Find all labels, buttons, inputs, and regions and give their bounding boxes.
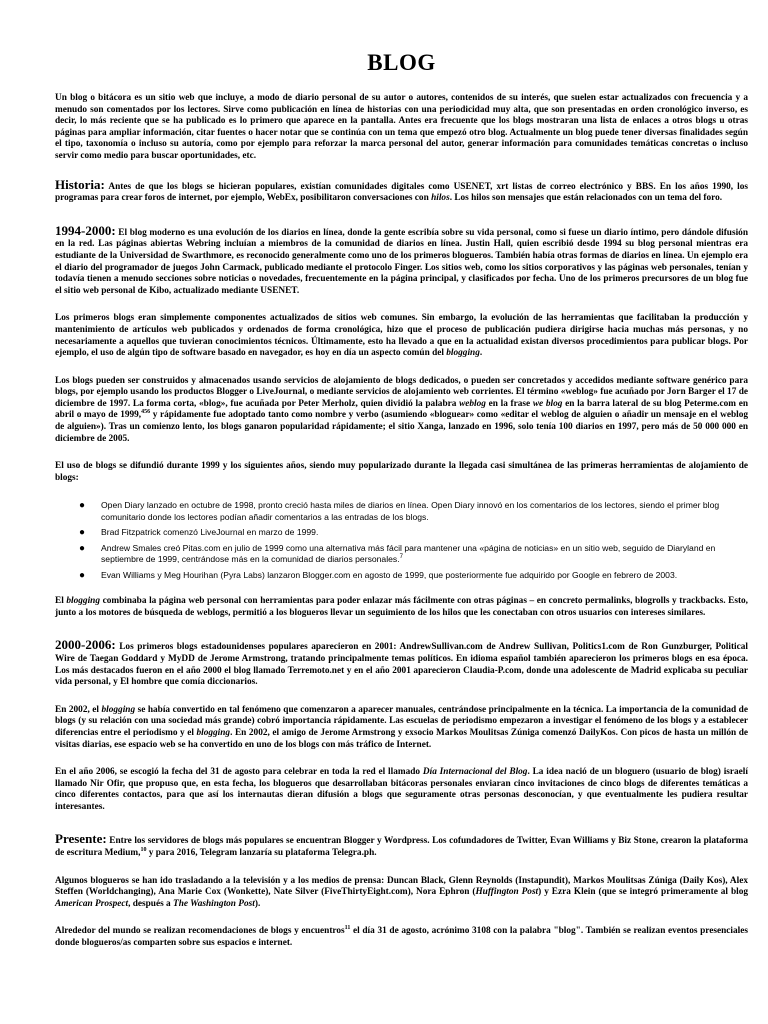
list-item [79, 543, 748, 565]
s1994-p5-text-b: combinaba la página web personal con herramientas para poder enlazar más fácilmente con otras páginas – en concreto permalinks, blogrolls y trackbacks. Esto, junto a los motores de búsqueda de weblogs, permitió a los blogueros llevar un seguimiento de los hilos que les conectaban con otros usuarios con intereses similares. [55, 596, 749, 618]
presente-p3-text-b: el día 31 de agosto, acrónimo 3108 con la palabra "blog". También se realizan eventos presenciales donde blogueros/as comparten sobre sus espacios e internet. [55, 926, 748, 949]
s1994-p3-text-d: y rápidamente fue adoptado tanto como nombre y verbo (asumiendo «bloguear» como «editar el weblog de alguien o añadir un mensaje en el weblog de alguien»). Tras un comienzo lento, los blogs ganaron popularidad rápidamente; el sitio Xanga, lanzado en 1996, solo tenía 100 diarios en 1997, pero más de 50 000 000 en diciembre de 2005. [55, 410, 748, 444]
s2000-p2-text-a: En 2002, el [55, 704, 102, 715]
s2000-p2-text-c: . En 2002, el amigo de Jerome Armstrong y exsocio Markos Moulitsas Zúniga comenzó DailyKos. Con picos de hasta un millón de visitas diarias, ese espacio web se ha convertido en uno de los blogs con más tráfico de Internet. [55, 727, 748, 750]
s1994-p5-text-a: El [55, 596, 67, 607]
s2000-paragraph-1 [55, 639, 748, 688]
s1994-p2-text-b: . [479, 348, 483, 359]
s1994-p3-text-a: Los blogs pueden ser construidos y almacenados usando servicios de alojamiento de blogs dedicados, o pueden ser concretados y accedidos mediante software genérico para blogs, por ejemplo usando los productos Blogger o LiveJournal, o mediante servicios de alojamiento web corrientes. El término «weblog» fue acuñado por Jorn Barger el 17 de diciembre de 1997. La forma corta, «blog», fue acuñada por Peter Merholz, quien dividió la palabra [55, 375, 748, 409]
s1994-p2-italic: blogging [446, 348, 480, 359]
s1994-p3-italic-1: weblog [459, 398, 486, 409]
s2000-p2-italic-2: blogging [196, 727, 231, 738]
s1994-paragraph-2 [55, 313, 748, 359]
list-item [79, 527, 748, 539]
bullet-icon: ● [79, 569, 86, 581]
presente-p2-text-a: Algunos blogueros se han ido trasladando a la televisión y a los medios de prensa: Duncan Black, Glenn Reynolds (Instapundit), Markos Moulitsas Zúniga (Daily Kos), Alex Steffen (Worldchanging), Ana Marie Cox (Wonkette), Nate Silver (FiveThirtyEight.com), Nora Ephron ( [55, 875, 748, 898]
s1994-p5-italic: blogging [66, 596, 100, 607]
list-item-footnote: 7 [399, 554, 403, 561]
presente-p2-italic-3: The Washington Post [173, 898, 255, 909]
presente-p2-text-c: , después a [128, 898, 174, 909]
historia-paragraph [55, 176, 748, 205]
intro-paragraph [55, 93, 748, 163]
presente-p3-footnote: 11 [344, 925, 351, 932]
s2000-p3-text-a: En el año 2006, se escogió la fecha del 31 de agosto para celebrar en toda la red el llamado [55, 767, 423, 778]
list-item [79, 500, 748, 522]
hosting-tools-list [55, 500, 748, 581]
presente-p2-text-b: ) y Ezra Klein (que se integró primeramente al blog [538, 887, 748, 898]
s2000-heading: 2000-2006: [55, 637, 116, 653]
list-item-text: Evan Williams y Meg Hourihan (Pyra Labs) lanzaron Blogger.com en agosto de 1999, que posteriormente fue adquirido por Google en febrero de 2003. [101, 569, 678, 580]
s2000-paragraph-2 [55, 705, 748, 751]
presente-paragraph-1 [55, 833, 748, 859]
bullet-icon: ● [79, 543, 86, 555]
s1994-paragraph-3 [55, 376, 748, 446]
presente-p2-italic-1: Huffington Post [475, 887, 539, 898]
presente-p2-italic-2: American Prospect [55, 898, 129, 909]
s1994-p3-footnote: 456 [141, 409, 151, 416]
s2000-p3-text-b: . La idea nació de un bloguero (usuario de blog) israelí llamado Nir Ofir, que propuso que, en esta fecha, los blogueros que desarrollaban bitácoras personales enviaran cinco invitaciones de cinco blogs de diferentes temáticas a cinco diferentes contactos, para que así los internautas dieran difusión a blogs que seguramente otras personas desconocían, y que eventualmente les pudiera resultar interesantes. [55, 767, 748, 812]
s2000-p2-text-b: se había convertido en tal fenómeno que comenzaron a aparecer manuales, centrándose principalmente en la técnica. La importancia de la comunidad de blogs (y su relación con una sociedad más grande) cobró importancia rápidamente. Las escuelas de periodismo empezaron a investigar el fenómeno de los blogs y a establecer diferencias entre el periodismo y el [55, 704, 748, 738]
s2000-p3-italic: Día Internacional del Blog [422, 767, 528, 778]
s2000-paragraph-3 [55, 767, 748, 813]
s1994-paragraph-1 [55, 222, 748, 298]
presente-p3-text-a: Alrededor del mundo se realizan recomendaciones de blogs y encuentros [55, 926, 345, 937]
bullet-icon: ● [79, 527, 86, 539]
historia-italic: hilos [431, 193, 450, 204]
s1994-p2-text-a: Los primeros blogs eran simplemente componentes actualizados de sitios web comunes. Sin embargo, la evolución de las herramientas que facilitaban la producción y mantenimiento de artículos web publicados y ordenados de forma cronológica, hizo que el proceso de publicación pudiera dirigirse hacia muchas más personas, y no necesariamente a aquellos que tuvieran conocimientos técnicos. Últimamente, esto ha llevado a que en la actualidad existan diversos procedimientos para publicar blogs. Por ejemplo, el uso de algún tipo de software basado en navegador, es hoy en día un aspecto común del [55, 313, 748, 359]
s2000-p2-italic-1: blogging [101, 704, 136, 715]
list-item-text: Andrew Smales creó Pitas.com en julio de 1999 como una alternativa más fácil para mantener una «página de noticias» en un sitio web, seguido de Diaryland en septiembre de 1999, centrándose más en la comunidad de diarios personales. [101, 543, 716, 565]
historia-text-a: Antes de que los blogs se hicieran populares, existían comunidades digitales como USENET, xrt listas de correo electrónico y BBS. En los años 1990, los programas para crear foros de internet, por ejemplo, WebEx, posibilitaron conversaciones con [55, 181, 748, 204]
presente-paragraph-3 [55, 926, 748, 949]
presente-p2-text-d: ). [254, 898, 261, 909]
intro-text: Un blog o bitácora es un sitio web que incluye, a modo de diario personal de su autor o autores, contenidos de su interés, que suelen estar actualizados con frecuencia y a menudo son comentados por los lectores. Sirve como publicación en línea de historias con una periodicidad muy alta, que son presentadas en orden cronológico inverso, es decir, lo más reciente que se ha publicado es lo primero que aparece en la pantalla. Antes era frecuente que los blogs mostraran una lista de enlaces a otros blogs u otras páginas para ampliar información, citar fuentes o hacer notar que se continúa con un tema que empezó otro blog. Actualmente un blog puede tener diversas finalidades según el tipo, taxonomía o incluso su autoría, como por ejemplo para reforzar la marca personal del autor, generar información para comunidades temáticas concretas o incluso servir como medio para buscar oportunidades, etc. [55, 93, 748, 161]
s1994-p3-text-c: en la barra lateral de su blog Peterme.com en abril o mayo de 1999, [55, 398, 749, 421]
historia-heading: Historia: [55, 176, 105, 192]
s1994-paragraph-4 [55, 461, 748, 484]
list-item [79, 569, 748, 581]
s2000-p1-text: Los primeros blogs estadounidenses populares aparecieron en 2001: AndrewSullivan.com de Andrew Sullivan, Politics1.com de Ron Gunzburger, Political Wire de Taegan Goddard y MyDD de Jerome Armstrong, tratando principalmente temas políticos. En idioma español también aparecieron los primeros blogs en esa época. Los más destacados fueron en el año 2000 el blog llamado Terremoto.net y en el año 2001 aparecieron Claudia-P.com, donde una adolescente de Madrid explicaba su peculiar vida personal, y El hombre que comía diccionarios. [55, 642, 748, 688]
presente-p1-text-b: y para 2016, Telegram lanzaría su plataforma Telegra.ph. [146, 848, 377, 859]
presente-paragraph-2 [55, 876, 748, 911]
s1994-p3-text-b: en la frase [485, 398, 533, 409]
presente-p1-text-a: Entre los servidores de blogs más populares se encuentran Blogger y Wordpress. Los cofundadores de Twitter, Evan Williams y Biz Stone, crearon la plataforma de escritura Medium, [55, 836, 748, 859]
list-item-text: Open Diary lanzado en octubre de 1998, pronto creció hasta miles de diarios en línea. Open Diary innovó en los comentarios de los lectores, siendo el primer blog comunitario donde los lectores podían añadir comentarios a las entradas de los blogs. [101, 500, 720, 522]
historia-text-b: . Los hilos son mensajes que están relacionados con un tema del foro. [449, 193, 723, 204]
page-title: BLOG [367, 50, 436, 75]
list-item-text: Brad Fitzpatrick comenzó LiveJournal en marzo de 1999. [101, 527, 319, 538]
bullet-icon: ● [79, 500, 86, 512]
presente-p1-footnote: 10 [140, 846, 147, 853]
document [55, 50, 748, 950]
s1994-p4-text: El uso de blogs se difundió durante 1999 y los siguientes años, siendo muy popularizado durante la llegada casi simultánea de las primeras herramientas de alojamiento de blogs: [55, 461, 748, 483]
s1994-p3-italic-2: we blog [532, 398, 563, 409]
s1994-heading: 1994-2000: [55, 222, 116, 238]
s1994-p1-text: El blog moderno es una evolución de los diarios en línea, donde la gente escribía sobre su vida personal, como si fuese un diario íntimo, pero dándole difusión en la red. Las páginas abiertas Webring incluían a miembros de la comunidad de diarios en línea. Justin Hall, quien escribió desde 1994 su blog personal mientras era estudiante de la Universidad de Swarthmore, es reconocido generalmente como uno de los primeros blogueros. También había otras formas de diarios en línea. Un ejemplo era el diario del programador de juegos John Carmack, publicado mediante el protocolo Finger. Los sitios web, como los sitios corporativos y las páginas web personales, tenían y todavía tienen a menudo secciones sobre noticias o novedades, frecuentemente en la página principal, y clasificados por fecha. Uno de los primeros precursores de un blog fue el sitio web personal de Kibo, actualizado mediante USENET. [55, 227, 748, 296]
presente-heading: Presente: [55, 831, 107, 847]
s1994-paragraph-5 [55, 596, 748, 619]
